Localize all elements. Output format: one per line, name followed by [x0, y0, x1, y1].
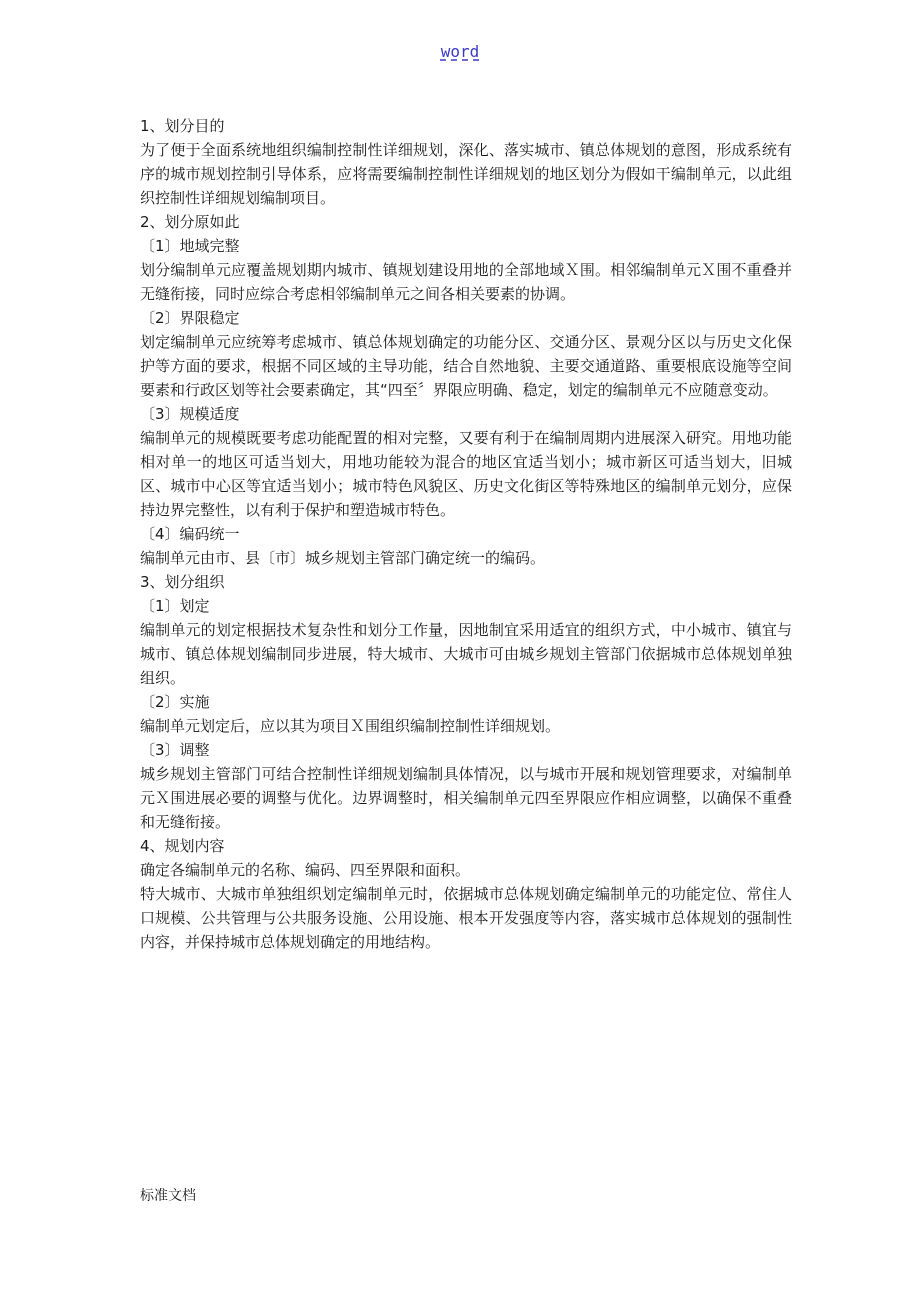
paragraph: 划分编制单元应覆盖规划期内城市、镇规划建设用地的全部地域Ｘ围。相邻编制单元Ｘ围不重叠并无缝衔接，同时应综合考虑相邻编制单元之间各相关要素的协调。 [140, 261, 792, 303]
paragraph: 划定编制单元应统筹考虑城市、镇总体规划确定的功能分区、交通分区、景观分区以与历史文化保护等方面的要求，根据不同区域的主导功能，结合自然地貌、主要交通道路、重要根底设施等空间要素和行政区划等社会要素确定，其“四至〞界限应明确、稳定，划定的编制单元不应随意变动。 [140, 333, 792, 399]
footer-label: 标准文档 [140, 1188, 196, 1204]
subheading: 〔2〕界限稳定 [140, 309, 240, 327]
paragraph: 编制单元的划定根据技术复杂性和划分工作量，因地制宜采用适宜的组织方式，中小城市、镇宜与城市、镇总体规划编制同步进展，特大城市、大城市可由城乡规划主管部门依据城市总体规划单独组织。 [140, 621, 792, 687]
paragraph: 确定各编制单元的名称、编码、四至界限和面积。 [140, 861, 471, 879]
paragraph: 为了便于全面系统地组织编制控制性详细规划，深化、落实城市、镇总体规划的意图，形成系统有序的城市规划控制引导体系，应将需要编制控制性详细规划的地区划分为假如干编制单元，以此组织控制性详细规划编制项目。 [140, 141, 792, 207]
subheading: 〔3〕规模适度 [140, 405, 240, 423]
section-heading-3: 3、划分组织 [140, 573, 225, 591]
paragraph: 编制单元的规模既要考虑功能配置的相对完整，又要有利于在编制周期内进展深入研究。用地功能相对单一的地区可适当划大，用地功能较为混合的地区宜适当划小；城市新区可适当划大，旧城区、城市中心区等宜适当划小；城市特色风貌区、历史文化街区等特殊地区的编制单元划分，应保持边界完整性，以有利于保护和塑造城市特色。 [140, 429, 792, 519]
section-heading-2: 2、划分原如此 [140, 213, 240, 231]
paragraph: 城乡规划主管部门可结合控制性详细规划编制具体情况，以与城市开展和规划管理要求，对编制单元Ｘ围进展必要的调整与优化。边界调整时，相关编制单元四至界限应作相应调整，以确保不重叠和无缝衔接。 [140, 765, 792, 831]
paragraph: 特大城市、大城市单独组织划定编制单元时，依据城市总体规划确定编制单元的功能定位、常住人口规模、公共管理与公共服务设施、公用设施、根本开发强度等内容，落实城市总体规划的强制性内容，并保持城市总体规划确定的用地结构。 [140, 885, 792, 951]
section-heading-1: 1、划分目的 [140, 117, 225, 135]
section-heading-4: 4、规划内容 [140, 837, 225, 855]
header-word-link[interactable]: word [440, 42, 480, 61]
paragraph: 编制单元划定后，应以其为项目Ｘ围组织编制控制性详细规划。 [140, 717, 561, 735]
paragraph: 编制单元由市、县〔市〕城乡规划主管部门确定统一的编码。 [140, 549, 546, 567]
subheading: 〔1〕地域完整 [140, 237, 240, 255]
subheading: 〔2〕实施 [140, 693, 210, 711]
subheading: 〔4〕编码统一 [140, 525, 240, 543]
document-body [140, 114, 792, 954]
subheading: 〔3〕调整 [140, 741, 210, 759]
subheading: 〔1〕划定 [140, 597, 210, 615]
